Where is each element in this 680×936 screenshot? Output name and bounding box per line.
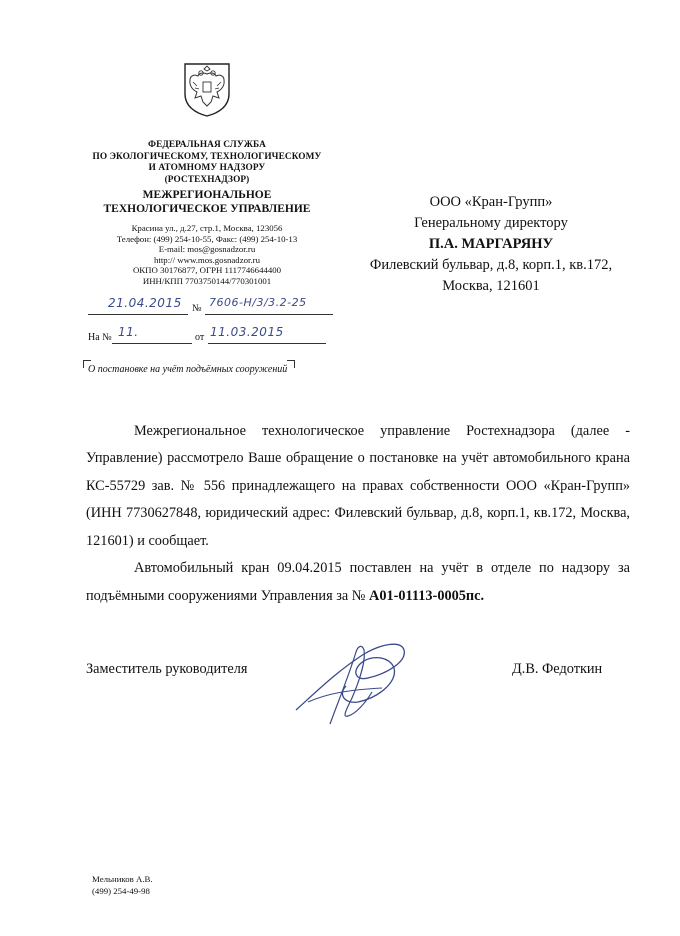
okpo-ogrn-line: ОКПО 30176877, ОГРН 1117746644400 [132,265,282,276]
registration-number: А01-01113-0005пс. [369,587,485,604]
addressee-name: П.А. МАРГАРЯНУ [428,236,554,253]
email-line: E-mail: mos@gosnadzor.ru [158,244,256,255]
outgoing-date-field [88,296,188,315]
inn-kpp-line: ИНН/КПП 7703750144/770301001 [142,275,272,286]
addressee-company: ООО «Кран-Групп» [429,194,553,210]
department-name [82,189,332,217]
outgoing-number-field [205,296,333,315]
contact-details [82,223,332,286]
addressee-position: Генеральному директору [414,215,568,232]
executor-name: Мельников А.В. [92,874,153,884]
agency-name-line: ФЕДЕРАЛЬНАЯ СЛУЖБА [147,140,266,150]
outgoing-number: 7606-Н/3/3.2-25 [209,296,307,309]
agency-name-line: И АТОМНОМУ НАДЗОРУ [148,163,266,174]
outgoing-number-label: № [192,303,202,314]
executor-phone: (499) 254-49-98 [92,885,150,896]
sender-header [82,140,332,286]
addressee-block [356,192,626,297]
reference-date-field [208,325,326,344]
letter-body [86,418,630,610]
addressee-address-line: Филевский бульвар, д.8, корп.1, кв.172, [369,257,613,274]
coat-of-arms-emblem [181,62,233,118]
body-paragraph [86,555,630,610]
reference-from-label: от [195,332,205,343]
address-line: Красина ул., д.27, стр.1, Москва, 123056 [131,223,283,234]
reference-date: 11.03.2015 [210,325,284,339]
reference-number-field [112,325,192,344]
phone-fax-line: Телефон: (499) 254-10-55, Факс: (499) 254-10-13 [116,233,298,244]
signatory-name: Д.В. Федоткин [512,661,603,677]
outgoing-date: 21.04.2015 [108,296,182,310]
department-name-line: ТЕХНОЛОГИЧЕСКОЕ УПРАВЛЕНИЕ [103,203,311,216]
department-name-line: МЕЖРЕГИОНАЛЬНОЕ [142,189,272,202]
addressee-address-line: Москва, 121601 [442,278,540,295]
subject-line [88,364,287,375]
signatory-position: Заместитель руководителя [86,661,248,677]
body-paragraph: Межрегиональное технологическое управление Ростехнадзора (далее - Управление) рассмотрело Ваше обращение о постановке на учёт автомобильного крана КС-55729 зав. № 556 принадлежащего на правах собственности ООО «Кран-Групп» (ИНН 7730627848, юридический адрес: Филевский бульвар, д.8, корп.1, кв.172, Москва, 121601) и сообщает. [86,423,630,549]
agency-name-line: ПО ЭКОЛОГИЧЕСКОМУ, ТЕХНОЛОГИЧЕСКОМУ [92,151,322,162]
body-paragraph-text: Автомобильный кран 09.04.2015 поставлен на учёт в отделе по надзору за подъёмными сооружениями Управления за № [86,560,630,604]
reference-number-label: На № [88,332,112,343]
agency-name [82,140,332,186]
agency-name-line: (РОСТЕХНАДЗОР) [164,174,250,185]
reference-number: 11. [118,325,139,339]
handwritten-signature [286,632,416,732]
subject-text: О постановке на учёт подъёмных сооружений [88,364,288,375]
executor-info [92,874,153,898]
website-line: http:// www.mos.gosnadzor.ru [154,254,260,265]
